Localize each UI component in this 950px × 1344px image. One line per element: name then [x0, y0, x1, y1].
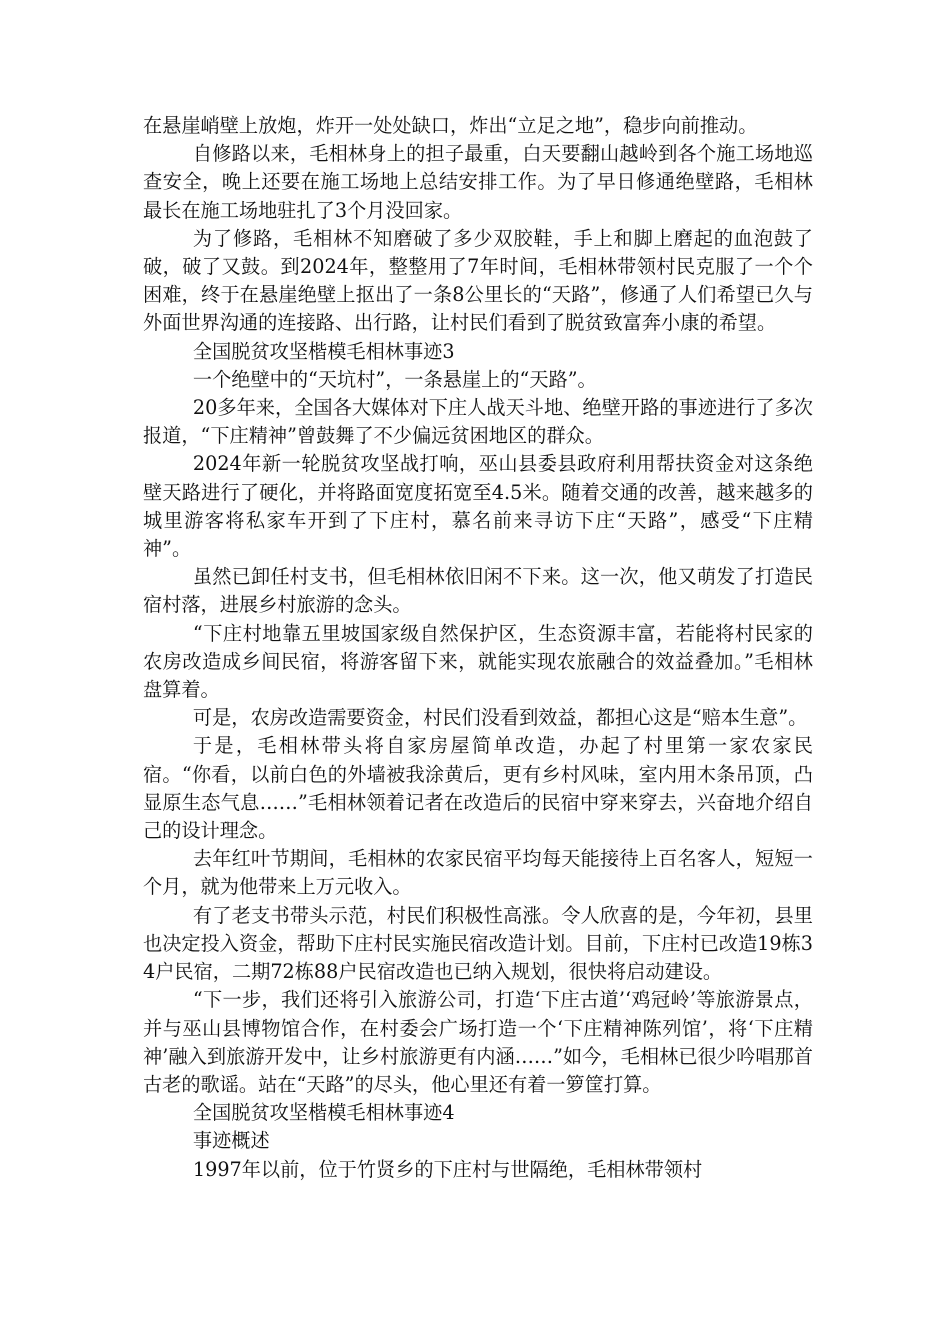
paragraph-media-reports: 20多年来，全国各大媒体对下庄人战天斗地、绝壁开路的事迹进行了多次报道，“下庄精神”曾鼓舞了不少偏远贫困地区的群众。 [143, 396, 813, 448]
paragraph-quote-nature-reserve: “下庄村地靠五里坡国家级自然保护区，生态资源丰富，若能将村民家的农房改造成乡间民宿，将游客留下来，就能实现农旅融合的效益叠加。”毛相林盘算着。 [143, 621, 813, 702]
paragraph-red-leaf-festival: 去年红叶节期间，毛相林的农家民宿平均每天能接待上百名客人，短短一个月，就为他带来上万元收入。 [143, 847, 813, 899]
paragraph-1997-intro: 1997年以前，位于竹贤乡的下庄村与世隔绝，毛相林带领村 [192, 1157, 703, 1181]
subheading-overview: 事迹概述 [192, 1129, 270, 1153]
paragraph-road-hardening: 2024年新一轮脱贫攻坚战打响，巫山县委县政府利用帮扶资金对这条绝壁天路进行了硬化，并将路面宽度拓宽至4.5米。随着交通的改善，越来越多的城里游客将私家车开到了下庄村，慕名前来寻访下庄“天路”，感受“下庄精神”。 [143, 452, 813, 561]
paragraph-renovation-plan: 有了老支书带头示范，村民们积极性高涨。令人欣喜的是，今年初，县里也决定投入资金，帮助下庄村民实施民宿改造计划。目前，下庄村已改造19栋34户民宿，二期72栋88户民宿改造也已纳入规划，很快将启动建设。 [143, 903, 813, 984]
paragraph-road-completed: 为了修路，毛相林不知磨破了多少双胶鞋，手上和脚上磨起的血泡鼓了破，破了又鼓。到2024年，整整用了7年时间，毛相林带领村民克服了一个个困难，终于在悬崖绝壁上抠出了一条8公里长的“天路”，修通了人们希望已久与外面世界沟通的连接路、出行路，让村民们看到了脱贫致富奔小康的希望。 [143, 226, 813, 335]
paragraph-funding-concern: 可是，农房改造需要资金，村民们没看到效益，都担心这是“赔本生意”。 [192, 706, 808, 730]
section-heading-3: 全国脱贫攻坚楷模毛相林事迹3 [192, 339, 455, 363]
paragraph-next-steps-quote: “下一步，我们还将引入旅游公司，打造‘下庄古道’‘鸡冠岭’等旅游景点，并与巫山县博物馆合作，在村委会广场打造一个‘下庄精神陈列馆’，将‘下庄精神’融入到旅游开发中，让乡村旅游更有内涵……”如今，毛相林已很少吟唱那首古老的歌谣。站在“天路”的尽头，他心里还有着一箩筐打算。 [143, 988, 813, 1096]
paragraph-road-duties: 自修路以来，毛相林身上的担子最重，白天要翻山越岭到各个施工场地巡查安全，晚上还要在施工场地上总结安排工作。为了早日修通绝壁路，毛相林最长在施工场地驻扎了3个月没回家。 [143, 142, 813, 222]
document-page [143, 112, 813, 1184]
paragraph-homestay-idea: 虽然已卸任村支书，但毛相林依旧闲不下来。这一次，他又萌发了打造民宿村落，进展乡村旅游的念头。 [143, 565, 813, 617]
paragraph-first-homestay: 于是，毛相林带头将自家房屋简单改造，办起了村里第一家农家民宿。“你看，以前白色的外墙被我涂黄后，更有乡村风味，室内用木条吊顶，凸显原生态气息……”毛相林领着记者在改造后的民宿中穿来穿去，兴奋地介绍自己的设计理念。 [143, 734, 813, 843]
paragraph-continuation: 在悬崖峭壁上放炮，炸开一处处缺口，炸出“立足之地”，稳步向前推动。 [143, 114, 758, 137]
section-heading-4: 全国脱贫攻坚楷模毛相林事迹4 [192, 1101, 455, 1125]
paragraph-tiankeng-village: 一个绝壁中的“天坑村”，一条悬崖上的“天路”。 [192, 367, 597, 391]
